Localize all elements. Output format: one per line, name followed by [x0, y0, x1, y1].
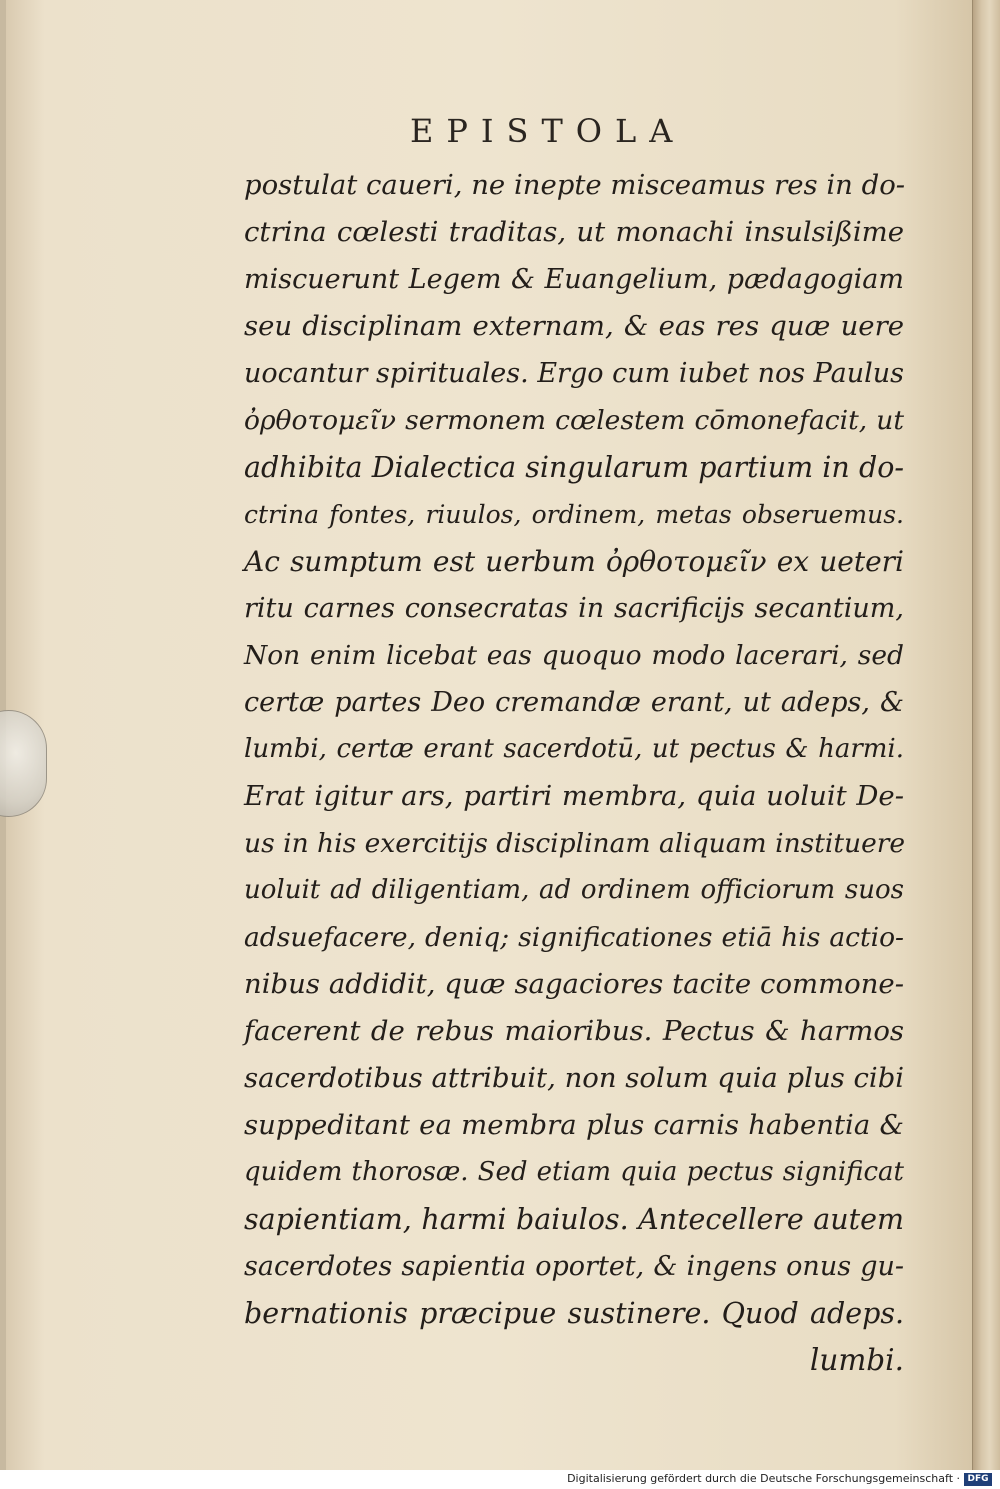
catchword: lumbi.: [809, 1343, 904, 1377]
text-line: ctrina cœlesti traditas, ut monachi insulsißime: [244, 216, 904, 248]
text-line: us in his exercitijs disciplinam aliquam instituere: [244, 828, 906, 859]
text-line: Ac sumptum est uerbum ὀρθοτομεῖν ex ueteri: [244, 545, 904, 578]
text-line: ὀρθοτομεῖν sermonem cœlestem cōmonefacit, ut: [244, 405, 904, 436]
text-line: ritu carnes consecratas in sacrificijs secantium,: [244, 593, 904, 624]
dfg-logo-icon: DFG: [964, 1473, 992, 1486]
text-line: facerent de rebus maioribus. Pectus & harmos: [244, 1015, 904, 1047]
text-line: adsuefacere, deniq; significationes etiā his actio-: [244, 922, 904, 953]
text-line: bernationis præcipue sustinere. Quod adeps.: [244, 1297, 904, 1330]
text-line: miscuerunt Legem & Euangelium, pædagogiam: [244, 264, 904, 295]
text-line: Non enim licebat eas quoquo modo lacerari, sed: [244, 640, 904, 671]
text-line: suppeditant ea membra plus carnis habentia &: [244, 1109, 904, 1141]
text-line: sacerdotes sapientia oportet, & ingens onus gu-: [244, 1251, 904, 1282]
running-header: EPISTOLA: [410, 112, 686, 150]
text-line: adhibita Dialectica singularum partium in do-: [244, 451, 904, 484]
funding-credit: Digitalisierung gefördert durch die Deutsche Forschungsgemeinschaft ·: [567, 1472, 960, 1485]
text-line: postulat caueri, ne inepte misceamus res in do-: [244, 169, 906, 201]
text-line: quidem thorosæ. Sed etiam quia pectus significat: [244, 1157, 904, 1187]
text-line: certæ partes Deo cremandæ erant, ut adeps, &: [244, 687, 904, 718]
text-line: seu disciplinam externam, & eas res quæ uere: [244, 310, 904, 342]
text-line: sacerdotibus attribuit, non solum quia plus cibi: [244, 1062, 905, 1094]
text-line: uoluit ad diligentiam, ad ordinem officiorum suos: [244, 875, 904, 905]
text-line: nibus addidit, quæ sagaciores tacite commone-: [244, 968, 904, 1000]
footer-bar: [0, 1470, 1000, 1489]
page-binding-edge: [972, 0, 1000, 1470]
text-line: ctrina fontes, riuulos, ordinem, metas obseruemus.: [244, 500, 904, 529]
text-line: Erat igitur ars, partiri membra, quia uoluit De-: [244, 780, 904, 812]
text-line: sapientiam, harmi baiulos. Antecellere autem: [244, 1203, 904, 1236]
body-text: [244, 162, 904, 1384]
text-line: lumbi, certæ erant sacerdotū, ut pectus & harmi.: [244, 734, 904, 764]
text-line: uocantur spirituales. Ergo cum iubet nos Paulus: [244, 358, 904, 389]
